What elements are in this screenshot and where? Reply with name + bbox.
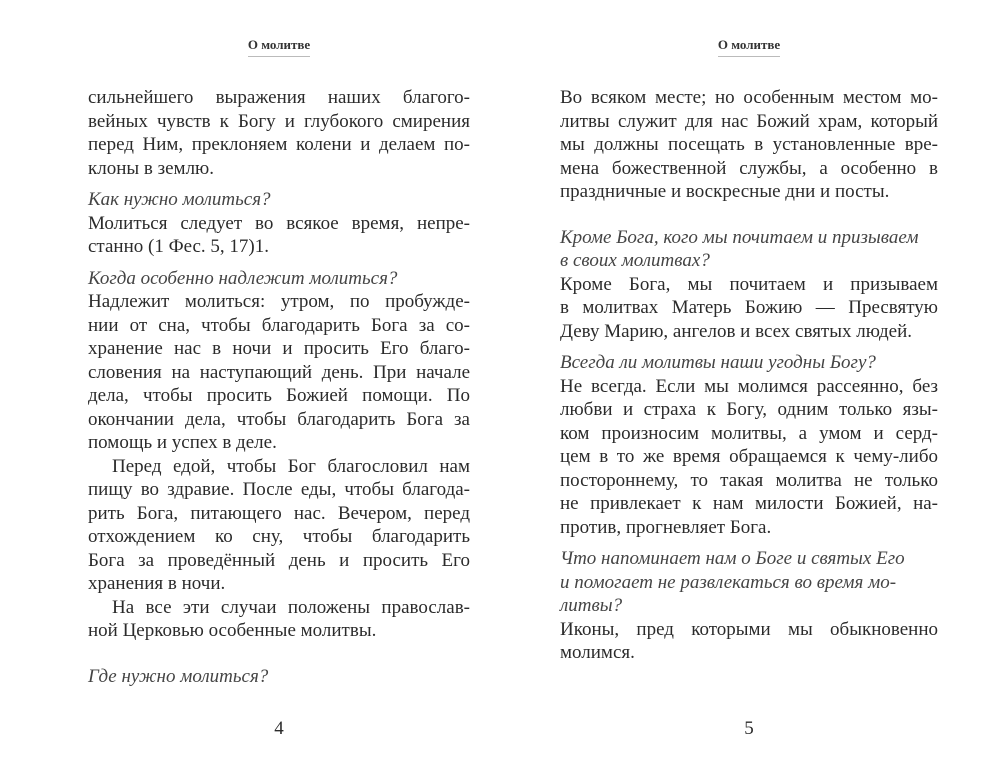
text-line: хранение нас в ночи и просить Его благо- xyxy=(88,338,470,359)
text-line: клоны в землю. xyxy=(88,157,215,179)
page-body xyxy=(560,86,938,665)
text-line: Деву Марию, ангелов и всех святых людей. xyxy=(560,320,912,342)
question: в своих молитвах? xyxy=(560,250,710,271)
question: Как нужно молиться? xyxy=(88,189,271,210)
text-line: На все эти случаи положены православ- xyxy=(112,596,470,618)
text-line: в молитвах Матерь Божию — Пресвятую xyxy=(560,297,938,318)
text-line: пищу во здравие. После еды, чтобы благода- xyxy=(88,479,470,500)
question: литвы? xyxy=(560,595,623,616)
text-line: любви и страха к Богу, одним только язы- xyxy=(560,399,938,420)
text-line: станно (1 Фес. 5, 17)1. xyxy=(88,236,269,257)
text-line: Перед едой, чтобы Бог благословил нам xyxy=(112,455,470,477)
text-line: Кроме Бога, мы почитаем и призываем xyxy=(560,273,938,295)
text-line: ной Церковью особенные молитвы. xyxy=(88,620,377,641)
text-line: мена божественной службы, а особенно в xyxy=(560,157,938,179)
page-number: 4 xyxy=(274,718,284,739)
text-line: сильнейшего выражения наших благого- xyxy=(88,87,470,108)
text-line: Бога за проведённый день и просить Его xyxy=(88,549,470,571)
question: Когда особенно надлежит молиться? xyxy=(88,267,398,289)
text-line: Надлежит молиться: утром, по пробужде- xyxy=(88,291,470,312)
question: Всегда ли молитвы наши угодны Богу? xyxy=(560,352,876,373)
text-line: ком произносим молитвы, а умом и серд- xyxy=(560,422,938,444)
text-line: отхождением ко сну, чтобы благодарить xyxy=(88,526,470,547)
left-page xyxy=(88,0,470,774)
text-line: хранения в ночи. xyxy=(88,573,226,594)
text-line: Не всегда. Если мы молимся рассеянно, без xyxy=(560,375,938,397)
text-line: рить Бога, питающего нас. Вечером, перед xyxy=(88,502,470,524)
text-line: цем в то же время обращаемся к чему-либо xyxy=(560,446,938,467)
text-line: не привлекает к нам милости Божией, на- xyxy=(560,493,938,514)
text-line: дела, чтобы просить Божией помощи. По xyxy=(88,385,470,406)
running-head-text: О молитве xyxy=(718,37,780,57)
running-head xyxy=(88,37,470,57)
text-line: помощь и успех в деле. xyxy=(88,432,277,453)
text-line: словения на наступающий день. При начале xyxy=(88,361,470,383)
text-line: Молиться следует во всякое время, непре- xyxy=(88,212,470,234)
question: Кроме Бога, кого мы почитаем и призываем xyxy=(560,226,919,248)
text-line: постороннему, то такая молитва не только xyxy=(560,469,938,491)
text-line: мы должны посещать в установленные вре- xyxy=(560,134,938,155)
question: и помогает не развлекаться во время мо- xyxy=(560,571,897,593)
text-line: вейных чувств к Богу и глубокого смирения xyxy=(88,110,470,132)
question: Где нужно молиться? xyxy=(88,665,269,687)
right-page xyxy=(560,0,938,774)
page-body xyxy=(88,86,470,688)
text-line: Иконы, пред которыми мы обыкновенно xyxy=(560,618,938,640)
text-line: перед Ним, преклоняем колени и делаем по- xyxy=(88,134,470,155)
running-head-text: О молитве xyxy=(248,37,310,57)
text-line: окончании дела, чтобы благодарить Бога за xyxy=(88,408,470,430)
question: Что напоминает нам о Боге и святых Его xyxy=(560,548,905,569)
page-number: 5 xyxy=(744,718,754,739)
text-line: молимся. xyxy=(560,642,635,663)
text-line: Во всяком месте; но особенным местом мо- xyxy=(560,87,938,108)
text-line: праздничные и воскресные дни и посты. xyxy=(560,181,890,202)
running-head xyxy=(560,37,938,57)
text-line: литвы служит для нас Божий храм, который xyxy=(560,110,938,132)
text-line: нии от сна, чтобы благодарить Бога за со- xyxy=(88,314,470,336)
text-line: против, прогневляет Бога. xyxy=(560,516,772,538)
